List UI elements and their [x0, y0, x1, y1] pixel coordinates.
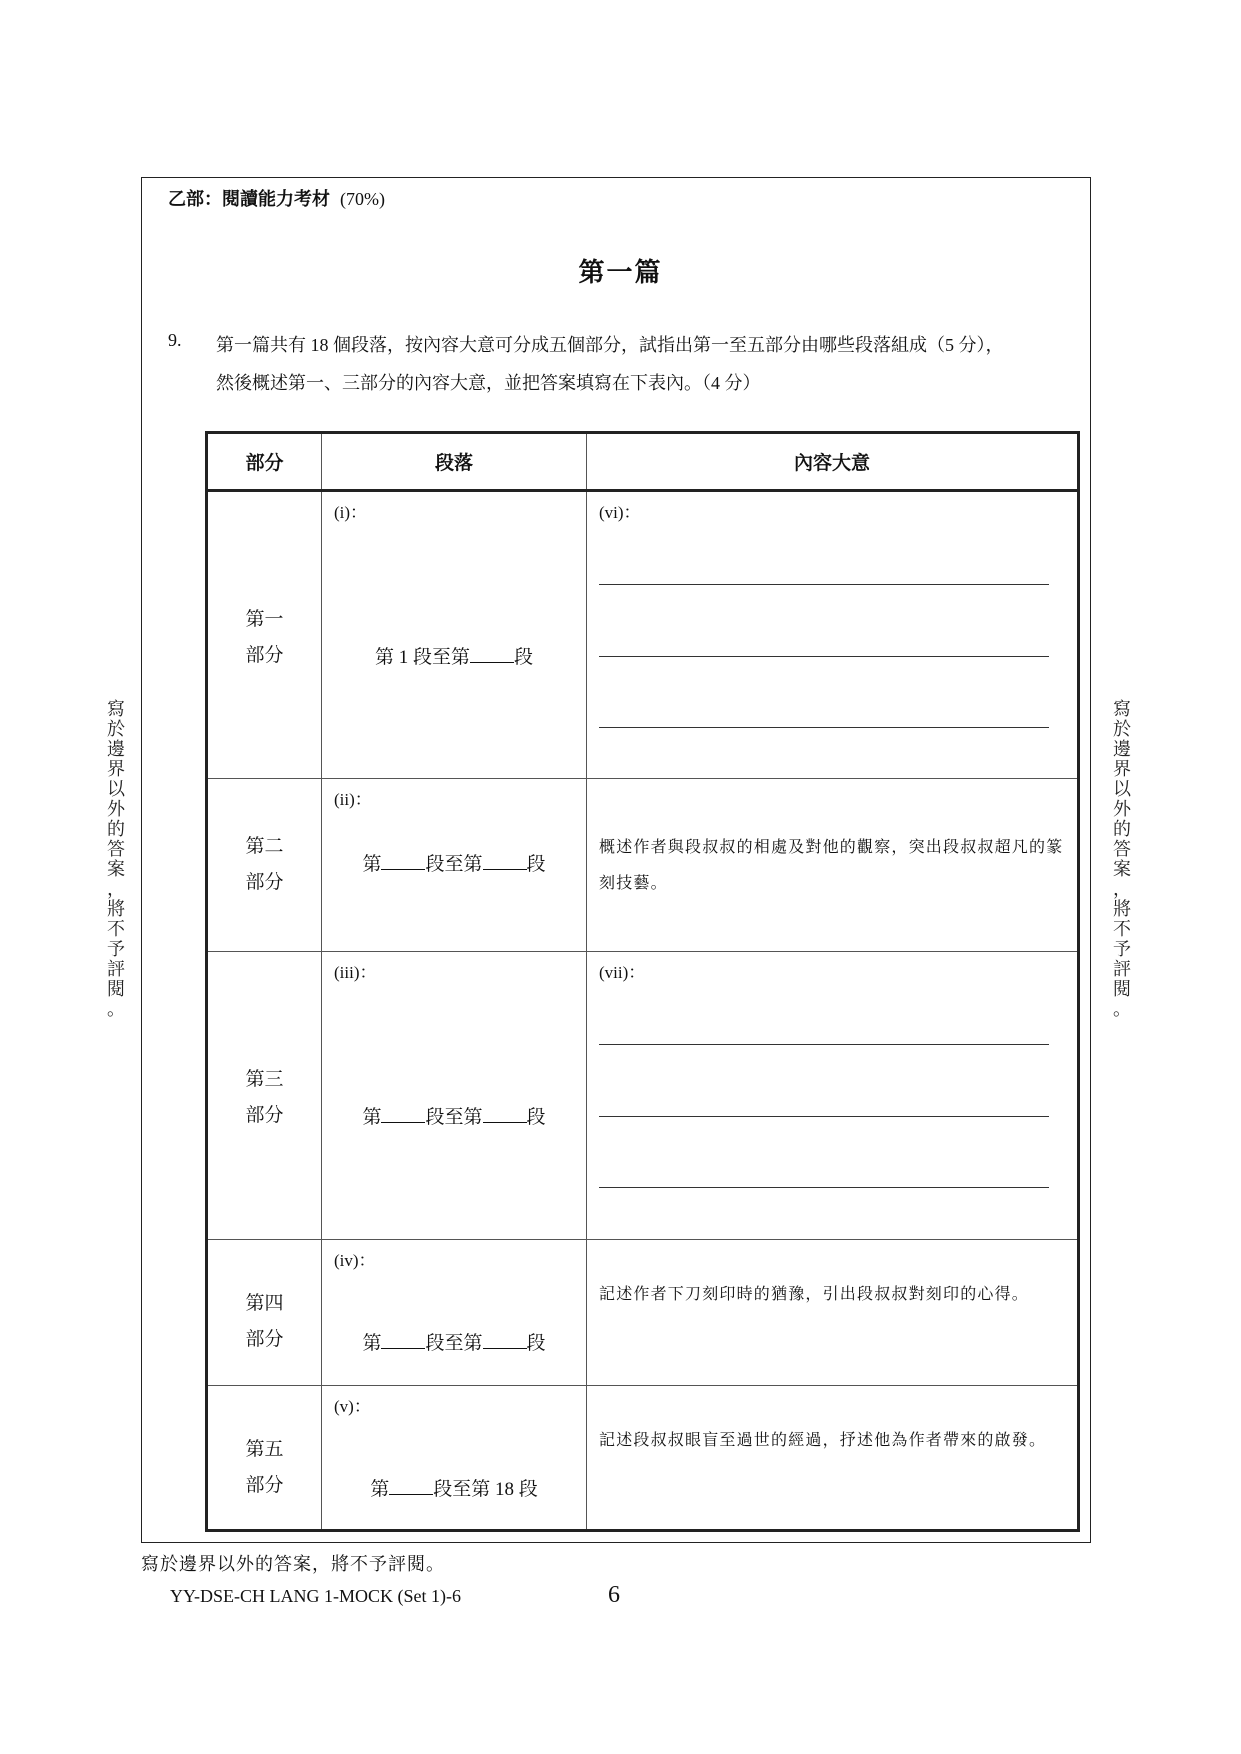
side-note-glyph: 邊: [107, 739, 125, 760]
section-weight: (70%): [340, 189, 385, 209]
answer-line[interactable]: [599, 1187, 1049, 1188]
part-cell: [207, 1385, 322, 1530]
answer-blank[interactable]: [389, 1474, 433, 1495]
paragraph-range: [322, 1328, 586, 1355]
table-header-row: [207, 433, 1079, 491]
part-label-line: 部分: [245, 645, 284, 667]
table-row: [207, 491, 1079, 779]
question-number: 9.: [168, 330, 182, 350]
answer-tag: (vi)：: [599, 503, 641, 523]
part-label-line: 部分: [245, 1474, 284, 1496]
section-heading-title: 乙部：閱讀能力考材: [168, 189, 330, 210]
part-label-line: 部分: [245, 872, 284, 894]
side-note-glyph: 外: [1113, 799, 1131, 820]
range-text: 段至第 18 段: [433, 1478, 538, 1500]
answer-blank[interactable]: [381, 849, 425, 870]
range-text: 段至第: [425, 1333, 483, 1355]
section-heading: [168, 185, 385, 211]
paragraph-cell[interactable]: [322, 1385, 587, 1530]
side-note-glyph: 於: [107, 719, 125, 740]
paragraph-cell[interactable]: [322, 778, 587, 951]
answer-blank[interactable]: [470, 642, 514, 663]
answer-tag: (iii)：: [334, 963, 377, 983]
summary-cell[interactable]: [587, 952, 1079, 1240]
side-note-glyph: 界: [1113, 759, 1131, 780]
header-paragraphs: 段落: [322, 433, 587, 491]
side-note-glyph: 答: [107, 839, 125, 860]
header-summary: 內容大意: [587, 433, 1079, 491]
side-note-glyph: 不: [107, 919, 125, 940]
range-text: 第: [362, 853, 382, 875]
answer-blank[interactable]: [381, 1328, 425, 1349]
part-label-line: 部分: [245, 1105, 284, 1127]
part-cell: [207, 952, 322, 1240]
side-note-glyph: 界: [107, 759, 125, 780]
part-label-line: 部分: [245, 1329, 284, 1351]
answer-tag: (ii)：: [334, 789, 372, 809]
summary-text: 記述作者下刀刻印時的猶豫，引出段叔叔對刻印的心得。: [599, 1284, 1030, 1304]
range-text: 第: [362, 1107, 382, 1129]
side-note-left: [104, 700, 128, 1020]
paragraph-range: [322, 1474, 586, 1501]
answer-blank[interactable]: [483, 1102, 527, 1123]
summary-cell: [587, 778, 1079, 951]
question-line-1: 第一篇共有 18 個段落，按內容大意可分成五個部分，試指出第一至五部分由哪些段落組成（5 分），: [216, 335, 1004, 355]
passage-title: 第一篇: [578, 258, 663, 288]
side-note-glyph: 案: [1113, 859, 1131, 880]
answer-tag: (iv)：: [334, 1251, 376, 1271]
part-cell: [207, 491, 322, 779]
range-text: 第: [362, 1333, 382, 1355]
answer-blank[interactable]: [483, 849, 527, 870]
answer-tag: (v)：: [334, 1396, 371, 1416]
paragraph-range: [322, 642, 586, 669]
range-text: 第: [370, 1478, 390, 1500]
side-note-glyph: 答: [1113, 839, 1131, 860]
range-text: 段: [514, 647, 534, 669]
answer-tag: (vii)：: [599, 963, 646, 983]
range-text: 段至第: [425, 1107, 483, 1129]
page-number: 6: [608, 1582, 620, 1608]
side-note-glyph: 予: [107, 939, 125, 960]
side-note-glyph: 將: [1113, 899, 1131, 920]
range-text: 第 1 段至第: [374, 647, 470, 669]
side-note-glyph: 閱: [107, 979, 125, 1000]
part-label-line: 第五: [245, 1438, 284, 1460]
side-note-glyph: 的: [107, 819, 125, 840]
part-label-line: 第三: [245, 1069, 284, 1091]
paper-code: YY-DSE-CH LANG 1-MOCK (Set 1)-6: [170, 1586, 461, 1606]
answer-table: [205, 431, 1080, 1532]
range-text: 段: [526, 1333, 546, 1355]
side-note-right: [1110, 700, 1134, 1020]
summary-text: 概述作者與段叔叔的相處及對他的觀察，突出段叔叔超凡的篆刻技藝。: [599, 836, 1064, 892]
part-label-line: 第四: [245, 1293, 284, 1315]
question-line-2: 然後概述第一、三部分的內容大意，並把答案填寫在下表內。（4 分）: [216, 373, 761, 393]
answer-line[interactable]: [599, 727, 1049, 728]
side-note-glyph: 外: [107, 799, 125, 820]
paragraph-cell[interactable]: [322, 952, 587, 1240]
range-text: 段至第: [425, 853, 483, 875]
question-text: [216, 326, 1076, 402]
side-note-glyph: 不: [1113, 919, 1131, 940]
paragraph-range: [322, 849, 586, 876]
side-note-glyph: 將: [107, 899, 125, 920]
range-text: 段: [526, 853, 546, 875]
table-row: [207, 1385, 1079, 1530]
part-label-line: 第二: [245, 836, 284, 858]
table-row: [207, 1240, 1079, 1385]
paragraph-cell[interactable]: [322, 1240, 587, 1385]
summary-cell: [587, 1385, 1079, 1530]
side-note-glyph: 予: [1113, 939, 1131, 960]
side-note-glyph: ，: [1113, 879, 1131, 900]
answer-line[interactable]: [599, 584, 1049, 585]
side-note-glyph: 寫: [107, 699, 125, 720]
side-note-glyph: 於: [1113, 719, 1131, 740]
side-note-glyph: 評: [107, 959, 125, 980]
part-cell: [207, 1240, 322, 1385]
part-label-line: 第一: [245, 609, 284, 631]
side-note-glyph: 寫: [1113, 699, 1131, 720]
answer-line[interactable]: [599, 656, 1049, 657]
header-part: 部分: [207, 433, 322, 491]
side-note-text: [104, 700, 128, 1020]
side-note-glyph: 。: [107, 999, 125, 1020]
side-note-glyph: 以: [107, 779, 125, 800]
answer-blank[interactable]: [381, 1102, 425, 1123]
side-note-glyph: 閱: [1113, 979, 1131, 1000]
range-text: 段: [526, 1107, 546, 1129]
side-note-glyph: 以: [1113, 779, 1131, 800]
paragraph-range: [322, 1102, 586, 1129]
answer-line[interactable]: [599, 1116, 1049, 1117]
side-note-glyph: ，: [107, 879, 125, 900]
summary-text: 記述段叔叔眼盲至過世的經過，抒述他為作者帶來的啟發。: [599, 1429, 1047, 1449]
answer-tag: (i)：: [334, 503, 368, 523]
side-note-glyph: 邊: [1113, 739, 1131, 760]
side-note-glyph: 案: [107, 859, 125, 880]
side-note-text: [1110, 700, 1134, 1020]
answer-line[interactable]: [599, 1044, 1049, 1045]
side-note-glyph: 。: [1113, 999, 1131, 1020]
side-note-glyph: 的: [1113, 819, 1131, 840]
paragraph-cell[interactable]: [322, 491, 587, 779]
summary-cell[interactable]: [587, 491, 1079, 779]
table-row: [207, 778, 1079, 951]
side-note-glyph: 評: [1113, 959, 1131, 980]
answer-blank[interactable]: [483, 1328, 527, 1349]
footer-note: 寫於邊界以外的答案，將不予評閱。: [141, 1554, 445, 1575]
table-row: [207, 952, 1079, 1240]
part-cell: [207, 778, 322, 951]
summary-cell: [587, 1240, 1079, 1385]
